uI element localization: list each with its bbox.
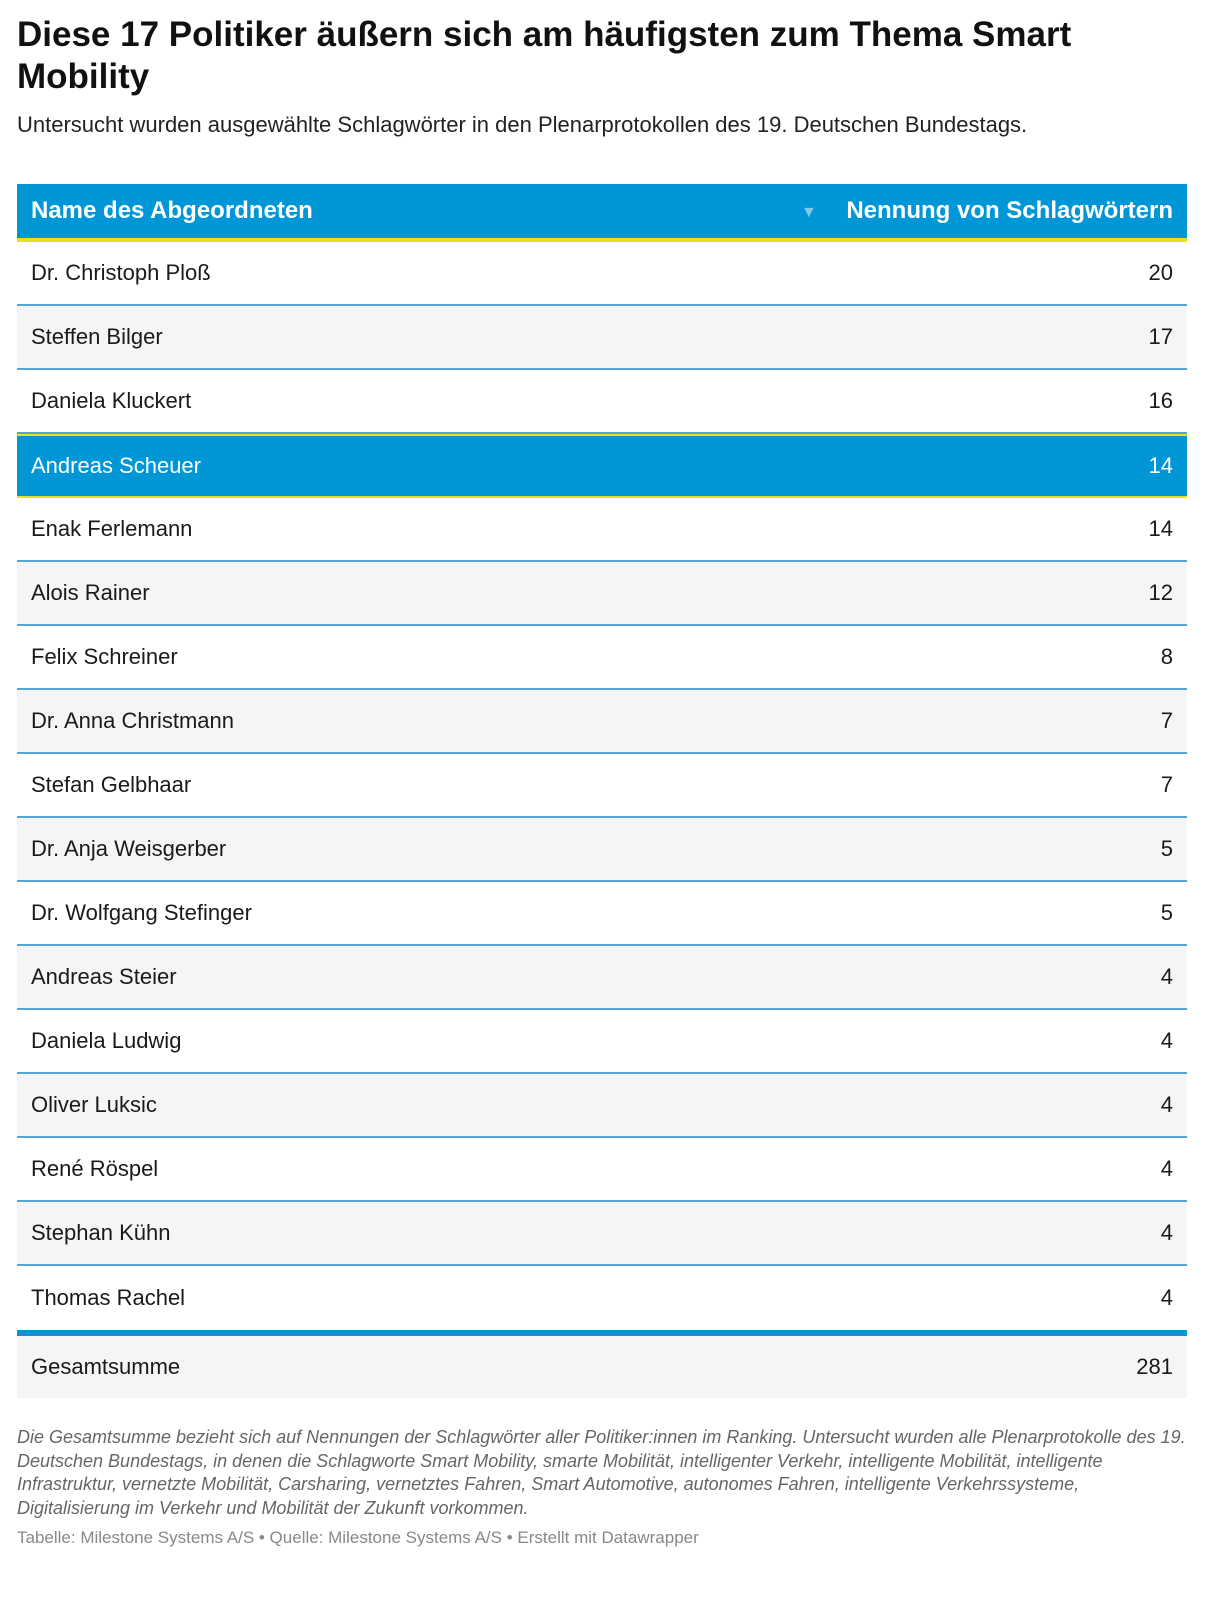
row-name: Dr. Christoph Ploß [31, 260, 211, 285]
row-value: 14 [1148, 516, 1173, 541]
table-total-row [17, 1336, 1187, 1398]
row-value: 4 [1160, 1220, 1173, 1245]
table-row-highlighted [17, 434, 1187, 498]
column-header-value[interactable]: Nennung von Schlagwörtern [846, 197, 1173, 224]
table-row [17, 1010, 1187, 1074]
row-value: 4 [1160, 964, 1173, 989]
row-value: 17 [1148, 324, 1173, 349]
column-header-name[interactable]: Name des Abgeordneten [31, 197, 313, 224]
row-name: Andreas Scheuer [31, 453, 201, 478]
table-row [17, 818, 1187, 882]
table-header-row [17, 184, 1187, 242]
row-name: Dr. Wolfgang Stefinger [31, 900, 252, 925]
row-name: Stephan Kühn [31, 1220, 171, 1245]
credits: Tabelle: Milestone Systems A/S • Quelle: Milestone Systems A/S • Erstellt mit Datawrapper [17, 1528, 699, 1547]
row-value: 4 [1160, 1028, 1173, 1053]
row-name: Thomas Rachel [31, 1285, 186, 1310]
table-row [17, 946, 1187, 1010]
total-label: Gesamtsumme [31, 1354, 181, 1379]
row-value: 7 [1160, 708, 1173, 733]
row-value: 7 [1160, 772, 1173, 797]
table-body [17, 242, 1187, 1330]
table-row [17, 626, 1187, 690]
table-row [17, 1074, 1187, 1138]
row-value: 5 [1160, 836, 1173, 861]
row-name: René Röspel [31, 1156, 159, 1181]
sort-descending-icon[interactable]: ▼ [801, 204, 817, 221]
table-row [17, 754, 1187, 818]
table-row [17, 690, 1187, 754]
table-row [17, 562, 1187, 626]
row-value: 4 [1160, 1092, 1173, 1117]
table-row [17, 1202, 1187, 1266]
data-table [17, 184, 1187, 1398]
row-name: Alois Rainer [31, 580, 150, 605]
row-name: Steffen Bilger [31, 324, 163, 349]
row-name: Stefan Gelbhaar [31, 772, 192, 797]
table-row [17, 498, 1187, 562]
table-row [17, 1138, 1187, 1202]
row-value: 4 [1160, 1285, 1173, 1310]
row-name: Dr. Anna Christmann [31, 708, 234, 733]
row-name: Daniela Ludwig [31, 1028, 182, 1053]
table-row [17, 242, 1187, 306]
row-name: Enak Ferlemann [31, 516, 193, 541]
row-value: 5 [1160, 900, 1173, 925]
chart-header [17, 14, 1187, 140]
footnote: Die Gesamtsumme bezieht sich auf Nennungen der Schlagwörter aller Politiker:innen im Ranking. Untersucht wurden alle Plenarprotokolle des 19. Deutschen Bundestags, in denen die Schlagworte Smart Mobility, smarte Mobilität, intelligenter Verkehr, intelligente Mobilität, intelligente Infrastruktur, vernetzte Mobilität, Carsharing, vernetztes Fahren, Smart Automotive, autonomes Fahren, intelligente Verkehrssysteme, Digitalisierung im Verkehr und Mobilität der Zukunft vorkommen. [17, 1427, 1186, 1518]
row-value: 12 [1148, 580, 1173, 605]
row-name: Daniela Kluckert [31, 388, 192, 413]
row-name: Felix Schreiner [31, 644, 178, 669]
row-value: 20 [1148, 260, 1173, 285]
total-value: 281 [1136, 1354, 1173, 1379]
row-name: Oliver Luksic [31, 1092, 157, 1117]
row-name: Dr. Anja Weisgerber [31, 836, 227, 861]
row-value: 4 [1160, 1156, 1173, 1181]
row-value: 16 [1148, 388, 1173, 413]
table-row [17, 1266, 1187, 1330]
row-name: Andreas Steier [31, 964, 177, 989]
table-row [17, 306, 1187, 370]
table-row [17, 370, 1187, 434]
table-row [17, 882, 1187, 946]
page-subtitle: Untersucht wurden ausgewählte Schlagwörter in den Plenarprotokollen des 19. Deutschen Bundestags. [17, 112, 1028, 137]
row-value: 14 [1148, 453, 1173, 478]
row-value: 8 [1160, 644, 1173, 669]
page-title: Diese 17 Politiker äußern sich am häufigsten zum Thema Smart Mobility [17, 15, 1072, 96]
